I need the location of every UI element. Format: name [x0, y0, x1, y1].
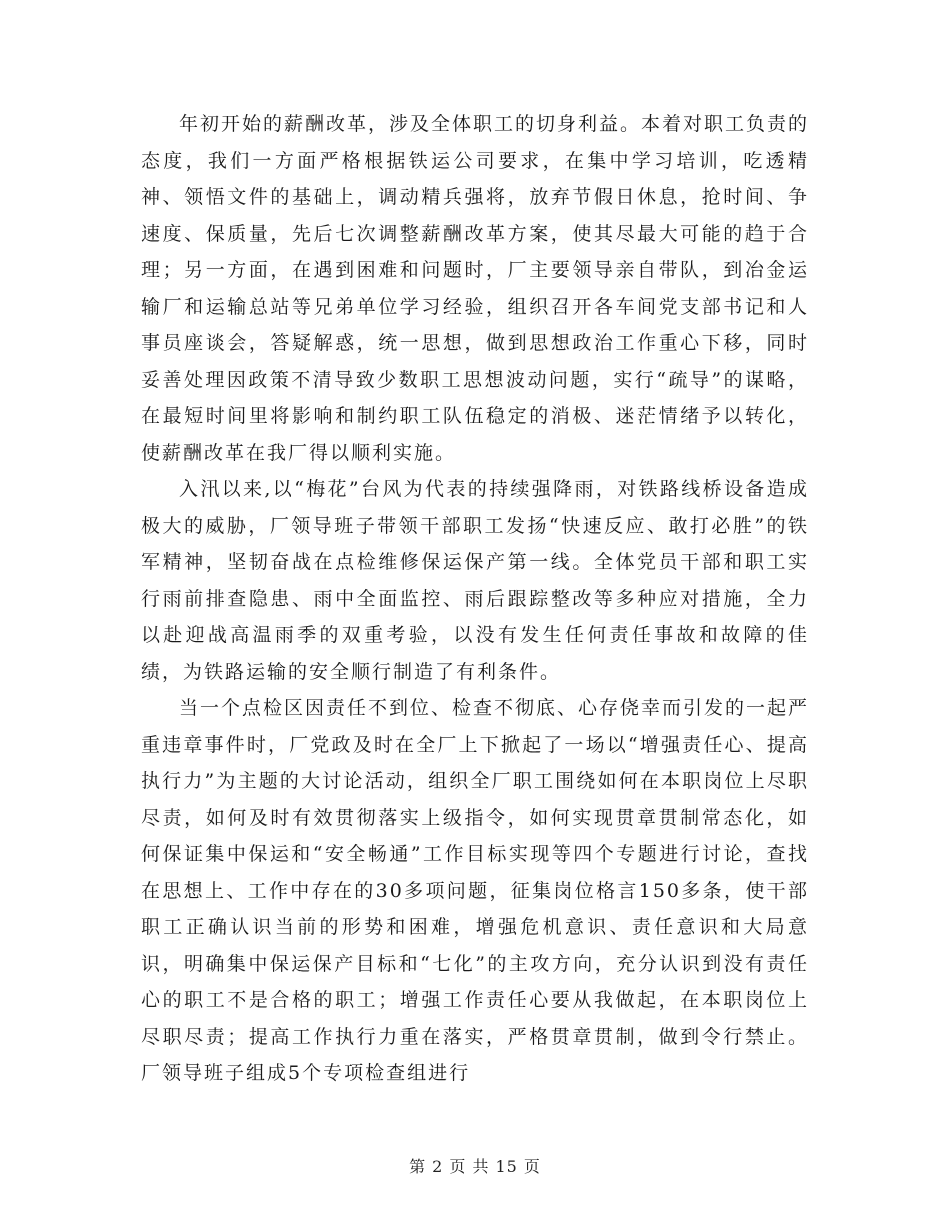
footer-suffix: 页 — [523, 1157, 541, 1176]
page-footer — [0, 1154, 950, 1177]
paragraph-salary-reform: 年初开始的薪酬改革，涉及全体职工的切身利益。本着对职工负责的态度，我们一方面严格根据铁运公司要求，在集中学习培训，吃透精神、领悟文件的基础上，调动精兵强将，放弃节假日休息，抢时间、争速度、保质量，先后七次调整薪酬改革方案，使其尽最大可能的趋于合理；另一方面，在遇到困难和问题时，厂主要领导亲自带队，到冶金运输厂和运输总站等兄弟单位学习经验，组织召开各车间党支部书记和人事员座谈会，答疑解惑，统一思想，做到思想政治工作重心下移，同时妥善处理因政策不清导致少数职工思想波动问题，实行“疏导”的谋略，在最短时间里将影响和制约职工队伍稳定的消极、迷茫情绪予以转化，使薪酬改革在我厂得以顺利实施。 — [141, 113, 810, 464]
document-body — [141, 106, 809, 1092]
paragraph-flood-season: 入汛以来,以“梅花”台风为代表的持续强降雨，对铁路线桥设备造成极大的威胁，厂领导班子带领干部职工发扬“快速反应、敢打必胜”的铁军精神，坚韧奋战在点检维修保运保产第一线。全体党员干部和职工实行雨前排查隐患、雨中全面监控、雨后跟踪整改等多种应对措施，全力以赴迎战高温雨季的双重考验，以没有发生任何责任事故和故障的佳绩，为铁路运输的安全顺行制造了有利条件。 — [141, 478, 809, 683]
footer-page-number: 2 — [432, 1157, 444, 1176]
paragraph-responsibility-discussion: 当一个点检区因责任不到位、检查不彻底、心存侥幸而引发的一起严重违章事件时，厂党政及时在全厂上下掀起了一场以“增强责任心、提高执行力”为主题的大讨论活动，组织全厂职工围绕如何在本职岗位上尽职尽责，如何及时有效贯彻落实上级指令，如何实现贯章贯制常态化，如何保证集中保运和“安全畅通”工作目标实现等四个专题进行讨论，查找在思想上、工作中存在的30多项问题，征集岗位格言150多条，使干部职工正确认识当前的形势和困难，增强危机意识、责任意识和大局意识，明确集中保运保产目标和“七化”的主攻方向，充分认识到没有责任心的职工不是合格的职工；增强工作责任心要从我做起，在本职岗位上尽职尽责；提高工作执行力重在落实，严格贯章贯制，做到令行禁止。厂领导班子组成5个专项检查组进行 — [141, 697, 810, 1084]
footer-middle: 页 共 — [449, 1157, 490, 1176]
footer-total-pages: 15 — [495, 1157, 518, 1176]
footer-prefix: 第 — [409, 1157, 427, 1176]
